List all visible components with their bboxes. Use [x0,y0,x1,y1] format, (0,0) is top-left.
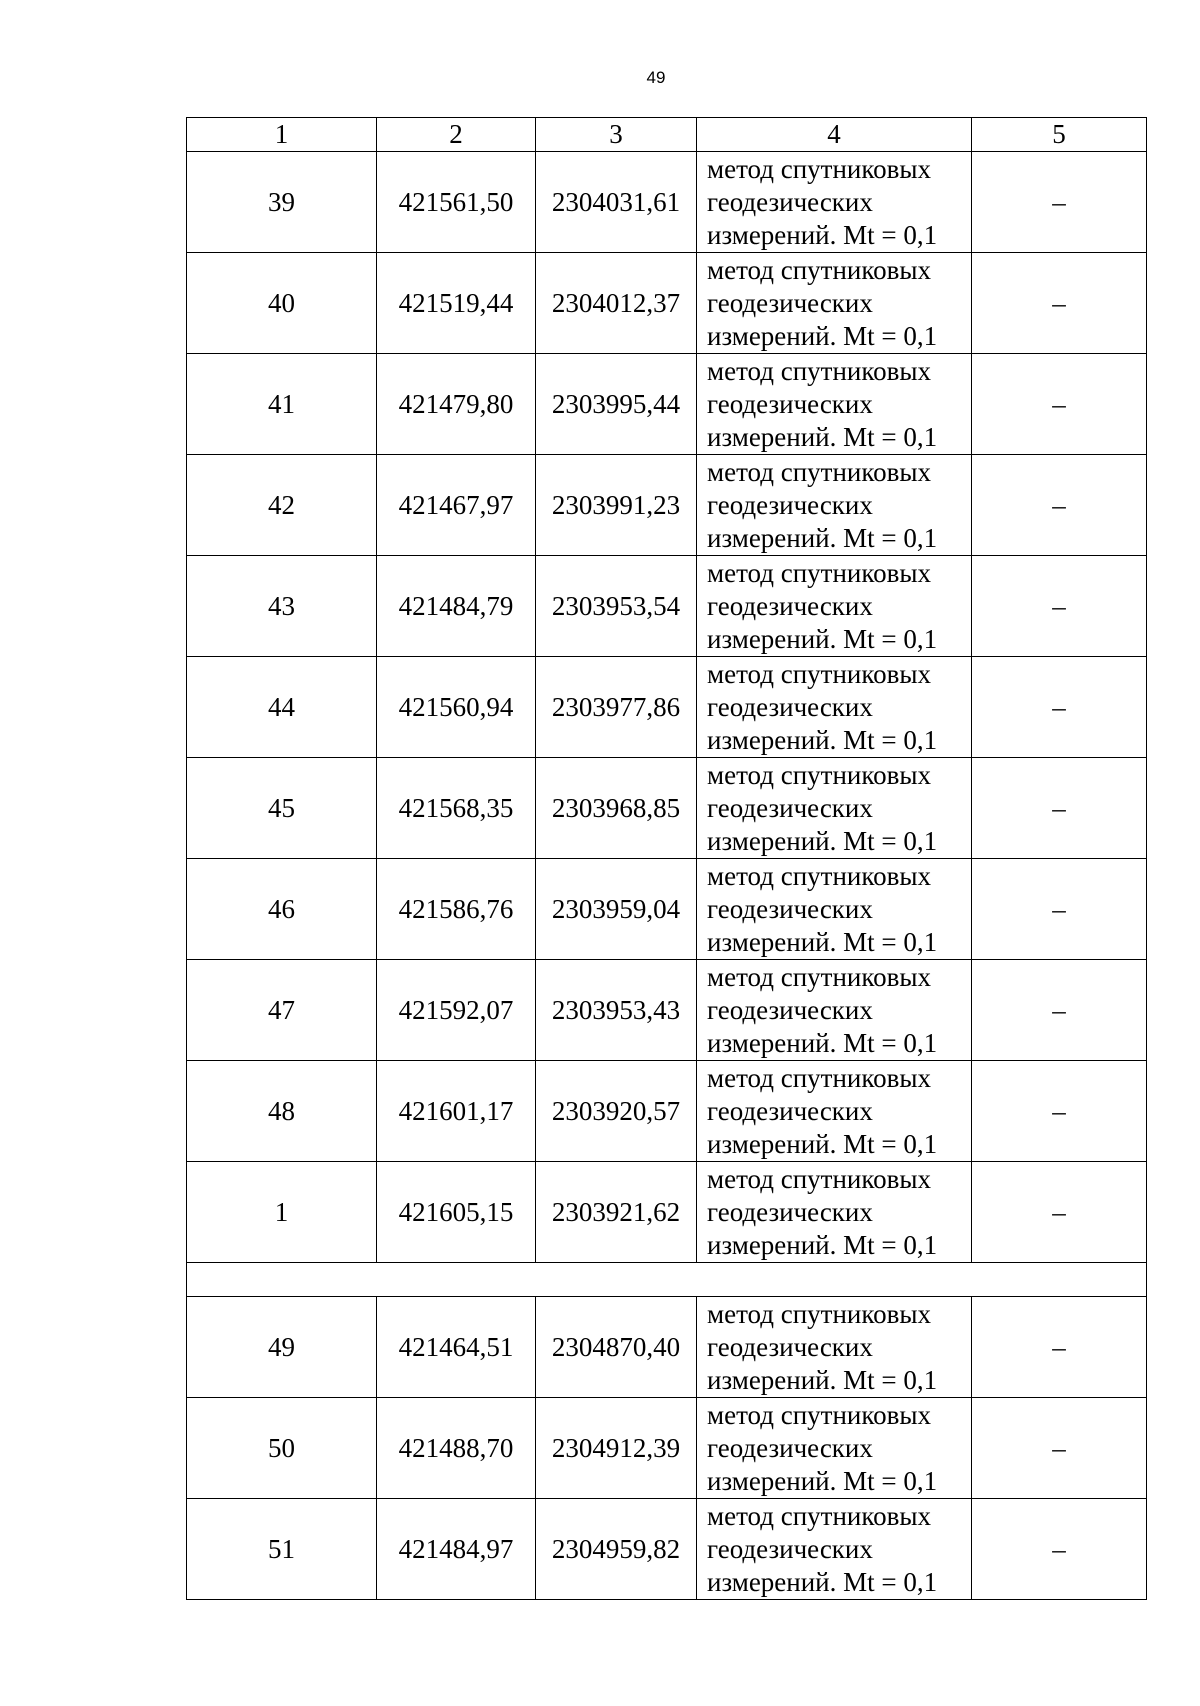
method-line: геодезических [707,1533,873,1564]
header-cell: 1 [187,118,377,152]
method-cell [697,556,972,657]
x-coordinate-cell: 421488,70 [377,1398,536,1499]
note-cell: – [972,859,1147,960]
note-cell: – [972,152,1147,253]
point-number-cell: 43 [187,556,377,657]
table-row [187,1297,1147,1398]
method-cell [697,758,972,859]
y-coordinate-cell: 2303968,85 [536,758,697,859]
header-cell: 5 [972,118,1147,152]
y-coordinate-cell: 2304912,39 [536,1398,697,1499]
x-coordinate-cell: 421592,07 [377,960,536,1061]
method-line: геодезических [707,1331,873,1362]
table-row [187,253,1147,354]
method-line: измерений. Mt = 0,1 [707,825,938,856]
y-coordinate-cell: 2303959,04 [536,859,697,960]
page-number: 49 [646,68,666,87]
method-line: геодезических [707,893,873,924]
method-line: геодезических [707,1095,873,1126]
note-cell: – [972,253,1147,354]
method-cell [697,1162,972,1263]
method-line: измерений. Mt = 0,1 [707,926,938,957]
x-coordinate-cell: 421464,51 [377,1297,536,1398]
y-coordinate-cell: 2304012,37 [536,253,697,354]
method-line: измерений. Mt = 0,1 [707,623,938,654]
method-line: метод спутниковых [707,355,931,386]
method-cell [697,1061,972,1162]
table-row [187,354,1147,455]
table-row [187,1499,1147,1600]
method-cell [697,152,972,253]
point-number-cell: 51 [187,1499,377,1600]
method-line: метод спутниковых [707,658,931,689]
x-coordinate-cell: 421586,76 [377,859,536,960]
method-line: измерений. Mt = 0,1 [707,1364,938,1395]
method-line: измерений. Mt = 0,1 [707,522,938,553]
note-cell: – [972,960,1147,1061]
method-line: геодезических [707,792,873,823]
method-line: метод спутниковых [707,759,931,790]
method-line: измерений. Mt = 0,1 [707,1027,938,1058]
table-row [187,960,1147,1061]
x-coordinate-cell: 421484,79 [377,556,536,657]
method-line: метод спутниковых [707,1062,931,1093]
table-row [187,859,1147,960]
method-cell [697,455,972,556]
method-line: измерений. Mt = 0,1 [707,421,938,452]
note-cell: – [972,455,1147,556]
table-row [187,455,1147,556]
point-number-cell: 49 [187,1297,377,1398]
point-number-cell: 39 [187,152,377,253]
method-line: метод спутниковых [707,1500,931,1531]
note-cell: – [972,758,1147,859]
y-coordinate-cell: 2303953,43 [536,960,697,1061]
x-coordinate-cell: 421601,17 [377,1061,536,1162]
table-row [187,556,1147,657]
method-line: геодезических [707,388,873,419]
separator-cell [187,1263,1147,1297]
method-cell [697,1398,972,1499]
y-coordinate-cell: 2303953,54 [536,556,697,657]
method-cell [697,1499,972,1600]
x-coordinate-cell: 421561,50 [377,152,536,253]
method-cell [697,1297,972,1398]
y-coordinate-cell: 2304870,40 [536,1297,697,1398]
point-number-cell: 40 [187,253,377,354]
method-line: измерений. Mt = 0,1 [707,724,938,755]
method-line: метод спутниковых [707,860,931,891]
point-number-cell: 48 [187,1061,377,1162]
header-cell: 4 [697,118,972,152]
x-coordinate-cell: 421467,97 [377,455,536,556]
table-row [187,1162,1147,1263]
y-coordinate-cell: 2303921,62 [536,1162,697,1263]
table-row [187,152,1147,253]
point-number-cell: 41 [187,354,377,455]
y-coordinate-cell: 2304959,82 [536,1499,697,1600]
y-coordinate-cell: 2304031,61 [536,152,697,253]
point-number-cell: 50 [187,1398,377,1499]
method-cell [697,253,972,354]
header-cell: 3 [536,118,697,152]
table-row [187,1061,1147,1162]
method-line: метод спутниковых [707,456,931,487]
header-cell: 2 [377,118,536,152]
point-number-cell: 47 [187,960,377,1061]
method-cell [697,354,972,455]
point-number-cell: 42 [187,455,377,556]
separator-row [187,1263,1147,1297]
y-coordinate-cell: 2303920,57 [536,1061,697,1162]
note-cell: – [972,556,1147,657]
x-coordinate-cell: 421568,35 [377,758,536,859]
y-coordinate-cell: 2303977,86 [536,657,697,758]
y-coordinate-cell: 2303991,23 [536,455,697,556]
method-cell [697,960,972,1061]
method-line: геодезических [707,489,873,520]
method-line: метод спутниковых [707,557,931,588]
method-line: геодезических [707,1196,873,1227]
method-line: геодезических [707,590,873,621]
note-cell: – [972,657,1147,758]
method-line: геодезических [707,994,873,1025]
method-cell [697,859,972,960]
point-number-cell: 46 [187,859,377,960]
method-line: геодезических [707,186,873,217]
note-cell: – [972,1061,1147,1162]
method-line: метод спутниковых [707,961,931,992]
method-line: измерений. Mt = 0,1 [707,219,938,250]
coordinates-table [186,117,1147,1600]
method-cell [697,657,972,758]
method-line: измерений. Mt = 0,1 [707,1465,938,1496]
x-coordinate-cell: 421484,97 [377,1499,536,1600]
method-line: геодезических [707,1432,873,1463]
method-line: геодезических [707,287,873,318]
method-line: геодезических [707,691,873,722]
method-line: метод спутниковых [707,1163,931,1194]
note-cell: – [972,1499,1147,1600]
method-line: метод спутниковых [707,1399,931,1430]
method-line: метод спутниковых [707,254,931,285]
table-row [187,657,1147,758]
table-row [187,1398,1147,1499]
x-coordinate-cell: 421560,94 [377,657,536,758]
note-cell: – [972,1398,1147,1499]
x-coordinate-cell: 421519,44 [377,253,536,354]
method-line: измерений. Mt = 0,1 [707,1128,938,1159]
header-row [187,118,1147,152]
point-number-cell: 1 [187,1162,377,1263]
method-line: метод спутниковых [707,1298,931,1329]
method-line: измерений. Mt = 0,1 [707,1229,938,1260]
method-line: измерений. Mt = 0,1 [707,320,938,351]
y-coordinate-cell: 2303995,44 [536,354,697,455]
method-line: метод спутниковых [707,153,931,184]
point-number-cell: 44 [187,657,377,758]
note-cell: – [972,1297,1147,1398]
note-cell: – [972,354,1147,455]
note-cell: – [972,1162,1147,1263]
x-coordinate-cell: 421479,80 [377,354,536,455]
method-line: измерений. Mt = 0,1 [707,1566,938,1597]
table-row [187,758,1147,859]
x-coordinate-cell: 421605,15 [377,1162,536,1263]
point-number-cell: 45 [187,758,377,859]
